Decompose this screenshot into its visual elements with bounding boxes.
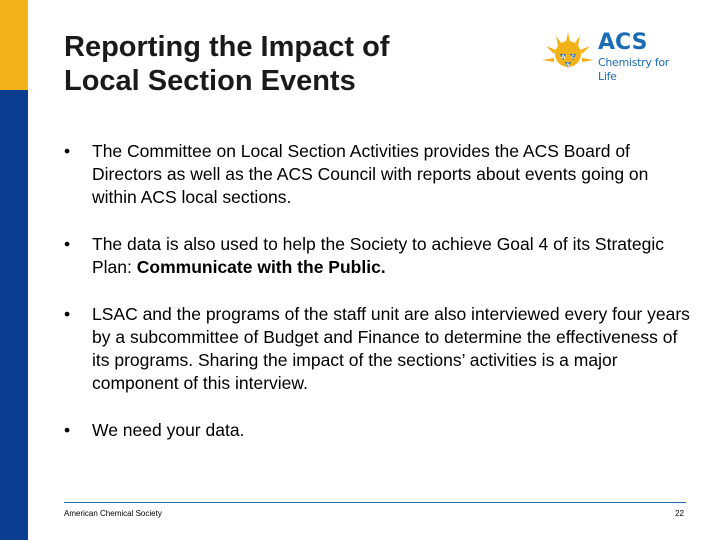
bullet-text: The data is also used to help the Society to achieve Goal 4 of its Strategic Plan: xyxy=(92,234,664,277)
bullet-item-1 xyxy=(64,140,694,209)
footer-divider xyxy=(64,502,686,503)
bullet-marker: • xyxy=(64,141,71,161)
slide-title xyxy=(64,30,504,98)
page-number: 22 xyxy=(675,509,684,518)
logo-tagline: Chemistry for Life xyxy=(598,56,669,83)
bullet-item-4 xyxy=(64,419,694,442)
bullet-item-3 xyxy=(64,303,694,395)
title-line-1: Reporting the Impact of xyxy=(64,31,390,63)
left-accent-bar xyxy=(0,0,28,540)
logo-letter-a: A xyxy=(561,54,566,61)
logo-letter-c: C xyxy=(571,54,575,61)
bullet-list xyxy=(64,140,694,466)
logo-acs-text: ACS xyxy=(598,30,648,55)
bullet-marker: • xyxy=(64,234,71,254)
logo-letter-s: S xyxy=(566,62,570,69)
footer-org: American Chemical Society xyxy=(64,509,162,518)
bullet-text: LSAC and the programs of the staff unit are also interviewed every four years by a subcommittee of Budget and Finance to determine the effectiveness of its programs. Sharing the impact of the sections’ activities is a major component of this interview. xyxy=(92,304,690,393)
title-line-2: Local Section Events xyxy=(64,65,356,97)
bullet-marker: • xyxy=(64,304,71,324)
left-accent-gold xyxy=(0,0,28,90)
logo-wordmark xyxy=(598,30,690,84)
bullet-bold-text: Communicate with the Public. xyxy=(136,257,386,277)
bullet-text: We need your data. xyxy=(92,420,245,440)
bullet-text: The Committee on Local Section Activities provides the ACS Board of Directors as well as the ACS Council with reports about events going on within ACS local sections. xyxy=(92,141,649,207)
bullet-item-2 xyxy=(64,233,694,279)
acs-logo xyxy=(540,30,690,85)
acs-emblem-icon xyxy=(540,30,596,82)
bullet-marker: • xyxy=(64,420,71,440)
